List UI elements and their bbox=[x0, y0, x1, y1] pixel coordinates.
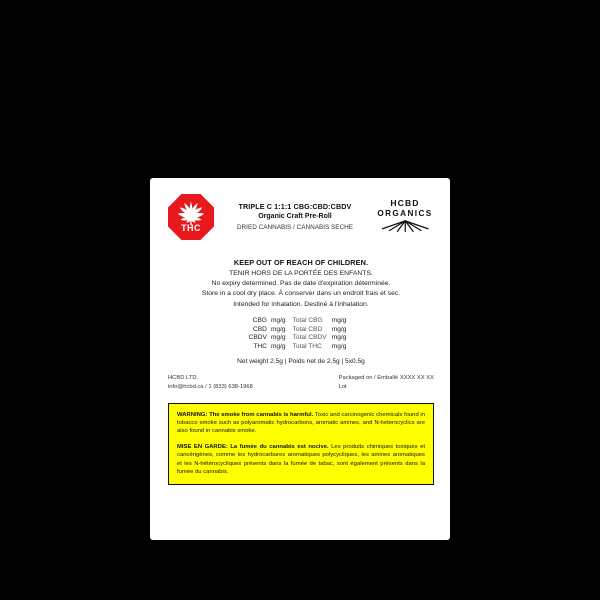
packaged-block bbox=[339, 374, 434, 393]
warning-french-body: Les produits chimiques toxiques et cancérigènes, comme les hydrocarbures aromatiques polycycliques, les amines aromatiques et les N-hétérocycliques présents dans la fumée de tabac, sont également présents dans la fumée du cannabis. bbox=[177, 443, 425, 475]
warning-english-heading: WARNING: The smoke from cannabis is harmful. bbox=[177, 411, 314, 418]
cannabinoid-name: CBD bbox=[253, 325, 267, 333]
cannabinoid-total-name: Total CBDV bbox=[292, 334, 327, 342]
stop-sign-icon bbox=[168, 194, 214, 240]
cannabinoid-total-name: Total CBG bbox=[292, 317, 323, 325]
table-row bbox=[249, 342, 354, 350]
product-category: DRIED CANNABIS / CANNABIS SECHE bbox=[236, 224, 354, 232]
cannabinoid-value: mg/g bbox=[270, 317, 286, 325]
cannabinoid-name: CBDV bbox=[248, 334, 267, 342]
product-title-block bbox=[214, 194, 376, 233]
cannabinoid-value: mg/g bbox=[270, 325, 286, 333]
keep-out-line-en: KEEP OUT OF REACH OF CHILDREN. bbox=[233, 258, 369, 267]
warning-french-heading: MISE EN GARDE: La fumée du cannabis est nocive. bbox=[177, 443, 329, 450]
keep-out-line-fr: TENIR HORS DE LA PORTÉE DES ENFANTS. bbox=[229, 269, 373, 277]
label-header bbox=[168, 194, 434, 252]
net-weight-text: Net weight 2.5g | Poids net de 2.5g | 5x0.5g bbox=[237, 358, 365, 366]
cannabinoid-total-value: mg/g bbox=[331, 342, 347, 350]
thc-warning-symbol bbox=[168, 194, 214, 246]
health-warning-box bbox=[168, 403, 434, 486]
cannabis-product-label bbox=[150, 178, 450, 540]
brand-name-line2: ORGANICS bbox=[377, 209, 433, 218]
cannabinoid-value: mg/g bbox=[270, 342, 286, 350]
table-row bbox=[249, 317, 354, 325]
intended-use-line: Intended for inhalation. Destiné à l'inhalation. bbox=[233, 300, 369, 308]
cannabinoid-name: THC bbox=[253, 342, 267, 350]
label-footer bbox=[168, 374, 434, 393]
table-row bbox=[249, 333, 354, 341]
cannabinoid-total-value: mg/g bbox=[331, 317, 347, 325]
warning-english-body: Toxic and carcinogenic chemicals found in tobacco smoke such as polyaromatic hydrocarbons, aromatic amines, and N-heterocyclics are also found in cannabis smoke. bbox=[177, 411, 425, 435]
brand-name-line1: HCBD bbox=[390, 198, 420, 208]
sun-rays-icon bbox=[379, 220, 432, 234]
cannabinoid-name: CBG bbox=[252, 317, 267, 325]
cannabinoid-value: mg/g bbox=[270, 334, 286, 342]
cannabinoid-content-table bbox=[168, 317, 434, 351]
table-row bbox=[249, 325, 354, 333]
storage-line: Store in a cool dry place. À conserver dans un endroit frais et sec. bbox=[201, 290, 401, 298]
keep-out-of-reach-block bbox=[168, 258, 434, 310]
cannabinoid-total-value: mg/g bbox=[331, 334, 347, 342]
cannabinoid-total-name: Total CBD bbox=[292, 325, 323, 333]
warning-french bbox=[177, 443, 425, 477]
product-subtitle: Organic Craft Pre-Roll bbox=[258, 212, 332, 220]
company-name: HCBD LTD. bbox=[168, 375, 199, 382]
brand-logo bbox=[376, 194, 434, 239]
company-block bbox=[168, 374, 253, 393]
packaged-on: Packaged on / Emballé XXXX XX XX bbox=[338, 375, 434, 382]
company-contact: info@hcbd.ca / 1 (833) 638-1968 bbox=[168, 384, 253, 391]
cannabinoid-total-value: mg/g bbox=[331, 325, 347, 333]
thc-symbol-label: THC bbox=[181, 223, 201, 233]
lot-number: Lot bbox=[338, 384, 347, 391]
warning-english bbox=[177, 411, 425, 436]
label-content bbox=[168, 194, 434, 526]
expiry-line: No expiry determined. Pas de date d'expiration déterminée. bbox=[211, 280, 391, 288]
cannabinoid-total-name: Total THC bbox=[292, 342, 322, 350]
product-name: TRIPLE C 1:1:1 CBG:CBD:CBDV bbox=[238, 202, 352, 211]
